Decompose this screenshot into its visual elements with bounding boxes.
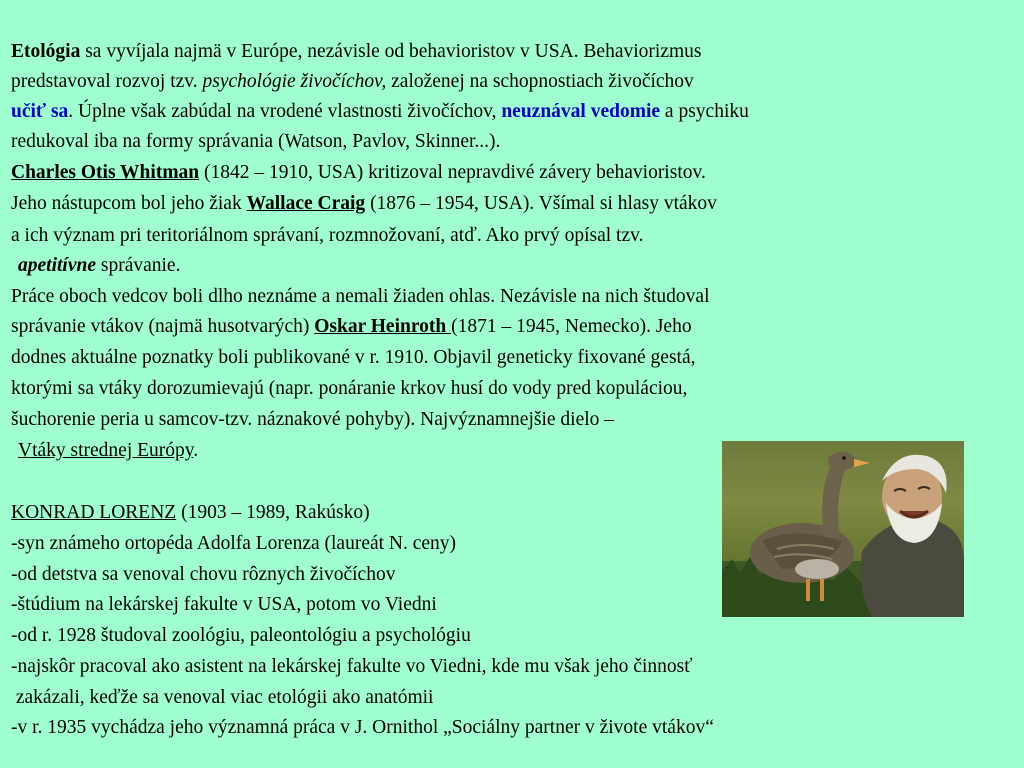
p2-line-1: Charles Otis Whitman (1842 – 1910, USA) kritizoval nepravdivé závery behavioristov. [11, 162, 706, 183]
p1-line-2: predstavoval rozvoj tzv. psychológie živočíchov, založenej na schopnostiach živočíchov [11, 71, 694, 92]
lorenz-item: -syn známeho ortopéda Adolfa Lorenza (laureát N. ceny) [11, 533, 457, 554]
p3-line-6: Vtáky strednej Európy. [18, 440, 199, 461]
lorenz-heading: KONRAD LORENZ (1903 – 1989, Rakúsko) [11, 502, 370, 523]
name-lorenz: KONRAD LORENZ [11, 502, 177, 523]
lorenz-item: -v r. 1935 vychádza jeho významná práca v J. Ornithol „Sociálny partner v živote vtákov“ [11, 717, 714, 738]
term-etologia: Etológia [11, 41, 81, 62]
highlight-neuznaval-vedomie: neuznával vedomie [501, 101, 661, 122]
photo-lorenz-with-goose [722, 441, 964, 617]
p2-line-2: Jeho nástupcom bol jeho žiak Wallace Craig (1876 – 1954, USA). Všímal si hlasy vtákov [11, 193, 717, 214]
p1-line-1: Etológia sa vyvíjala najmä v Európe, nezávisle od behavioristov v USA. Behaviorizmus [11, 41, 702, 62]
p1-line-3: učiť sa. Úplne však zabúdal na vrodené vlastnosti živočíchov, neuznával vedomie a psychiku [11, 101, 749, 122]
p3-line-5: šuchorenie peria u samcov-tzv. náznakové pohyby). Najvýznamnejšie dielo – [11, 409, 615, 430]
lorenz-item: -štúdium na lekárskej fakulte v USA, potom vo Viedni [11, 594, 437, 615]
photo-illustration [722, 441, 964, 617]
name-heinroth: Oskar Heinroth [314, 316, 452, 337]
lorenz-item: -od r. 1928 študoval zoológiu, paleontológiu a psychológiu [11, 625, 471, 646]
p3-line-3: dodnes aktuálne poznatky boli publikované v r. 1910. Objavil geneticky fixované gestá, [11, 347, 696, 368]
term-apetitivne: apetitívne [18, 255, 96, 276]
p3-line-4: ktorými sa vtáky dorozumievajú (napr. ponáranie krkov husí do vody pred kopuláciou, [11, 378, 688, 399]
lorenz-item: zakázali, keďže sa venoval viac etológii ako anatómii [11, 687, 434, 708]
lorenz-item: -najskôr pracoval ako asistent na lekárskej fakulte vo Viedni, kde mu však jeho činnosť [11, 656, 693, 677]
p2-line-4: apetitívne správanie. [18, 255, 181, 276]
p2-line-3: a ich význam pri teritoriálnom správaní, rozmnožovaní, atď. Ako prvý opísal tzv. [11, 225, 644, 246]
book-title: Vtáky strednej Európy [18, 440, 194, 461]
name-whitman: Charles Otis Whitman [11, 162, 200, 183]
term-psychologia: psychológie živočíchov, [202, 71, 387, 92]
highlight-ucit-sa: učiť sa [11, 101, 69, 122]
p3-line-2: správanie vtákov (najmä husotvarých) Oskar Heinroth (1871 – 1945, Nemecko). Jeho [11, 316, 692, 337]
name-craig: Wallace Craig [246, 193, 366, 214]
lorenz-item: -od detstva sa venoval chovu rôznych živočíchov [11, 564, 396, 585]
p3-line-1: Práce oboch vedcov boli dlho neznáme a nemali žiaden ohlas. Nezávisle na nich študoval [11, 286, 710, 307]
p1-line-4: redukoval iba na formy správania (Watson, Pavlov, Skinner...). [11, 131, 501, 152]
